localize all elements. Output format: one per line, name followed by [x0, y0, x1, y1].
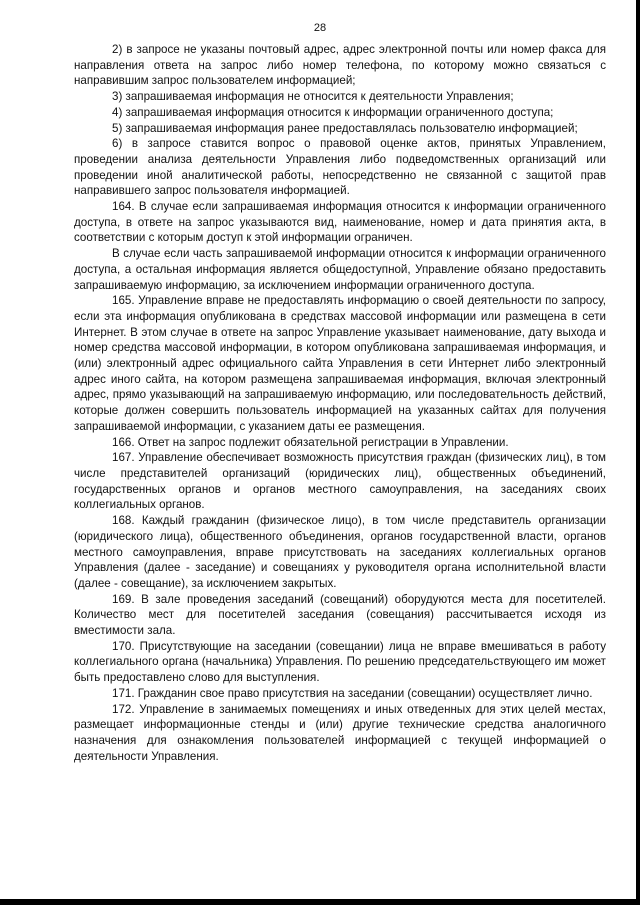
paragraph-164-continued: В случае если часть запрашиваемой информации относится к информации ограниченного доступа, а остальная информация является общедоступной, Управление обязано предоставить запрашиваемую информацию, за исключением информации ограниченного доступа.	[74, 247, 606, 292]
paragraph-item-4: 4) запрашиваемая информация относится к информации ограниченного доступа;	[112, 105, 554, 119]
paragraph-164: 164. В случае если запрашиваемая информация относится к информации ограниченного доступа, в ответе на запрос указываются вид, наименование, номер и дата принятия акта, в соответствии с которым доступ к этой информации ограничен.	[74, 200, 606, 245]
paragraph-168: 168. Каждый гражданин (физическое лицо), в том числе представитель организации (юридического лица), общественного объединения, органов государственной власти, органов местного самоуправления, вправе присутствовать на заседаниях коллегиальных органов Управления (далее - заседание) и совещаниях у руководителя органа исполнительной власти (далее - совещание), за исключением закрытых.	[74, 514, 606, 590]
paragraph-item-3: 3) запрашиваемая информация не относится к деятельности Управления;	[112, 90, 514, 104]
document-body	[74, 42, 606, 764]
paragraph-171: 171. Гражданин свое право присутствия на заседании (совещании) осуществляет лично.	[112, 686, 593, 700]
paragraph-172: 172. Управление в занимаемых помещениях и иных отведенных для этих целей местах, размещает информационные стенды и (или) другие технические средства аналогичного назначения для ознакомления пользователей информацией с текущей информацией о деятельности Управления.	[74, 702, 606, 763]
paragraph-item-2: 2) в запросе не указаны почтовый адрес, адрес электронной почты или номер факса для направления ответа на запрос либо номер телефона, по которому можно связаться с направившим запрос пользователем информацией;	[74, 43, 606, 88]
scan-edge-bottom	[0, 899, 640, 905]
paragraph-169: 169. В зале проведения заседаний (совещаний) оборудуются места для посетителей. Количество мест для посетителей заседания (совещания) рассчитывается исходя из вместимости зала.	[74, 592, 606, 638]
paragraph-166: 166. Ответ на запрос подлежит обязательной регистрации в Управлении.	[112, 435, 509, 449]
paragraph-167: 167. Управление обеспечивает возможность присутствия граждан (физических лиц), в том числе представителей организаций (юридических лиц), общественных объединений, государственных органов и органов местного самоуправления, на заседаниях своих коллегиальных органов.	[74, 451, 606, 512]
paragraph-item-6: 6) в запросе ставится вопрос о правовой оценке актов, принятых Управлением, проведении анализа деятельности Управления либо подведомственных организаций или проведении иной аналитической работы, непосредственно не связанной с защитой прав направившего запрос пользователя информацией.	[74, 137, 606, 198]
paragraph-item-5: 5) запрашиваемая информация ранее предоставлялась пользователю информацией;	[112, 121, 578, 135]
scan-edge-right	[636, 0, 640, 905]
paragraph-165: 165. Управление вправе не предоставлять информацию о своей деятельности по запросу, если эта информация опубликована в средствах массовой информации или размещена в сети Интернет. В этом случае в ответе на запрос Управление указывает наименование, дату выхода и номер средства массовой информации, в котором опубликована запрашиваемая информация, и (или) электронный адрес официального сайта Управления в сети Интернет либо электронный адрес иного сайта, на котором размещена запрашиваемая информация, включая электронный адрес, прямо указывающий на запрашиваемую информацию, или последовательность действий, которые должен совершить пользователь информацией на указанных сайтах для получения запрашиваемой информации, с указанием даты ее размещения.	[74, 294, 606, 433]
page-number: 28	[313, 22, 327, 34]
paragraph-170: 170. Присутствующие на заседании (совещании) лица не вправе вмешиваться в работу коллегиального органа (начальника) Управления. По решению председательствующего им может быть предоставлено слово для выступления.	[74, 639, 606, 685]
